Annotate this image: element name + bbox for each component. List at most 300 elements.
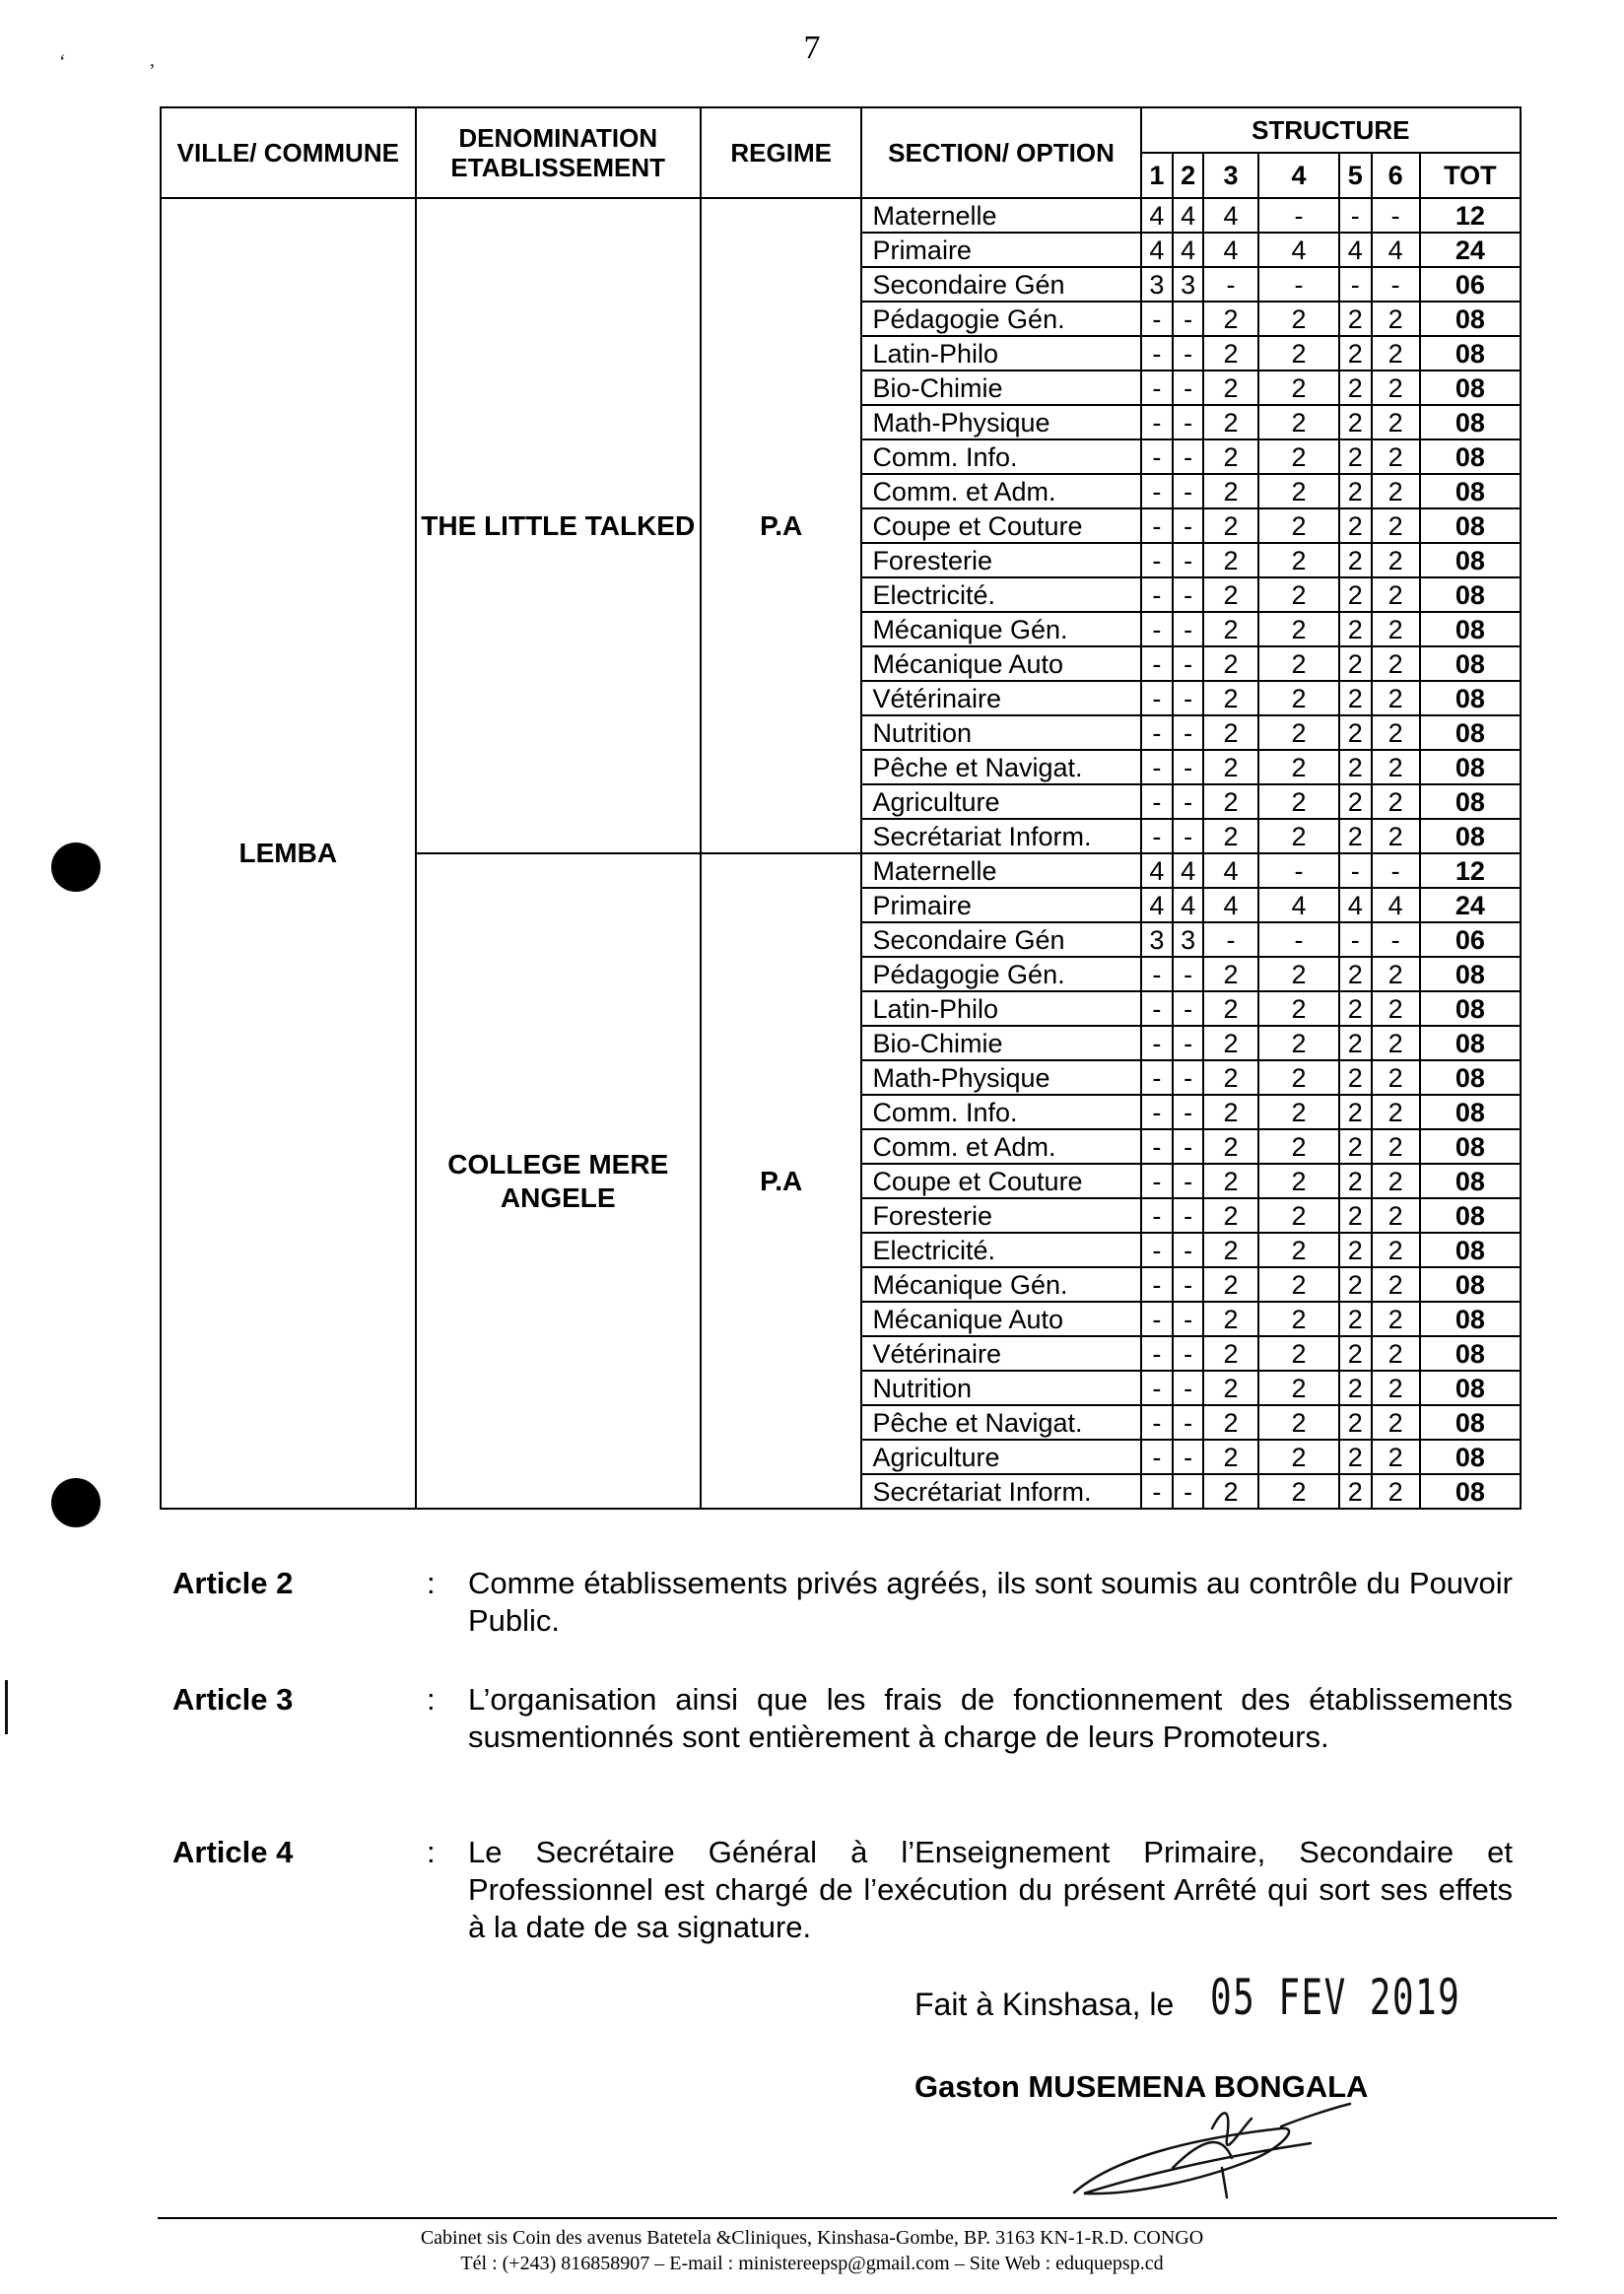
structure-cell-3: 2 <box>1203 302 1258 336</box>
structure-cell-3: 2 <box>1203 405 1258 439</box>
total-cell: 08 <box>1420 1474 1521 1509</box>
structure-cell-4: 2 <box>1258 715 1339 750</box>
structure-cell-6: 2 <box>1372 1474 1420 1509</box>
structure-cell-6: - <box>1372 853 1420 888</box>
total-cell: 08 <box>1420 1026 1521 1060</box>
total-cell: 08 <box>1420 1233 1521 1267</box>
signatory-name: Gaston MUSEMENA BONGALA <box>914 2069 1369 2104</box>
option-cell: Nutrition <box>861 1371 1140 1405</box>
structure-cell-5: 2 <box>1339 1198 1372 1233</box>
structure-cell-5: 2 <box>1339 991 1372 1026</box>
structure-cell-4: 4 <box>1258 233 1339 267</box>
structure-cell-5: 2 <box>1339 1164 1372 1198</box>
structure-cell-5: - <box>1339 198 1372 233</box>
structure-cell-3: 2 <box>1203 1129 1258 1164</box>
structure-cell-4: 2 <box>1258 1129 1339 1164</box>
structure-cell-1: - <box>1141 957 1174 991</box>
structure-cell-3: 2 <box>1203 371 1258 405</box>
punch-hole-bottom <box>51 1478 101 1527</box>
header-col-tot: TOT <box>1420 153 1521 198</box>
option-cell: Latin-Philo <box>861 336 1140 371</box>
structure-cell-6: 2 <box>1372 543 1420 577</box>
structure-cell-3: 4 <box>1203 198 1258 233</box>
option-cell: Mécanique Auto <box>861 646 1140 681</box>
option-cell: Secondaire Gén <box>861 922 1140 957</box>
structure-cell-2: - <box>1173 1233 1203 1267</box>
structure-cell-5: 2 <box>1339 1371 1372 1405</box>
structure-cell-4: 2 <box>1258 405 1339 439</box>
structure-cell-3: - <box>1203 922 1258 957</box>
total-cell: 08 <box>1420 405 1521 439</box>
structure-cell-2: - <box>1173 302 1203 336</box>
article-colon: : <box>427 1566 436 1600</box>
structure-cell-6: 2 <box>1372 1026 1420 1060</box>
structure-cell-5: 4 <box>1339 888 1372 922</box>
structure-cell-4: 2 <box>1258 991 1339 1026</box>
structure-cell-6: 2 <box>1372 612 1420 646</box>
structure-cell-4: 2 <box>1258 1060 1339 1095</box>
structure-cell-5: 2 <box>1339 784 1372 819</box>
structure-cell-2: - <box>1173 1371 1203 1405</box>
total-cell: 08 <box>1420 819 1521 853</box>
scan-mark-left: ‘ <box>59 51 66 73</box>
structure-cell-1: - <box>1141 750 1174 784</box>
structure-cell-2: - <box>1173 474 1203 508</box>
structure-cell-3: 2 <box>1203 991 1258 1026</box>
structure-cell-1: 3 <box>1141 922 1174 957</box>
structure-cell-6: 2 <box>1372 1405 1420 1440</box>
structure-cell-1: - <box>1141 1440 1174 1474</box>
structure-cell-6: 2 <box>1372 957 1420 991</box>
total-cell: 08 <box>1420 1371 1521 1405</box>
structure-cell-1: - <box>1141 1198 1174 1233</box>
regime-cell: P.A <box>701 853 862 1509</box>
structure-cell-1: - <box>1141 1095 1174 1129</box>
structure-cell-5: 2 <box>1339 371 1372 405</box>
date-stamp: 05 FEV 2019 <box>1210 1969 1461 2026</box>
total-cell: 08 <box>1420 1129 1521 1164</box>
option-cell: Agriculture <box>861 784 1140 819</box>
structure-cell-3: 2 <box>1203 681 1258 715</box>
total-cell: 08 <box>1420 1095 1521 1129</box>
footer-rule <box>158 2217 1557 2219</box>
structure-cell-2: 4 <box>1173 853 1203 888</box>
option-cell: Mécanique Gén. <box>861 1267 1140 1302</box>
option-cell: Secrétariat Inform. <box>861 819 1140 853</box>
structure-cell-3: 2 <box>1203 1440 1258 1474</box>
school-name-cell: THE LITTLE TALKED <box>416 198 701 853</box>
structure-cell-6: 2 <box>1372 508 1420 543</box>
structure-cell-5: 2 <box>1339 439 1372 474</box>
option-cell: Nutrition <box>861 715 1140 750</box>
total-cell: 08 <box>1420 543 1521 577</box>
option-cell: Electricité. <box>861 577 1140 612</box>
structure-cell-2: - <box>1173 1267 1203 1302</box>
structure-cell-6: 2 <box>1372 1198 1420 1233</box>
structure-cell-4: 2 <box>1258 439 1339 474</box>
structure-cell-1: - <box>1141 474 1174 508</box>
structure-cell-3: 2 <box>1203 957 1258 991</box>
structure-cell-6: 2 <box>1372 681 1420 715</box>
structure-cell-3: 4 <box>1203 888 1258 922</box>
structure-cell-6: 4 <box>1372 888 1420 922</box>
structure-cell-2: - <box>1173 371 1203 405</box>
structure-cell-1: - <box>1141 1233 1174 1267</box>
header-regime: REGIME <box>701 107 862 198</box>
header-col-2: 2 <box>1173 153 1203 198</box>
total-cell: 08 <box>1420 1198 1521 1233</box>
structure-cell-1: - <box>1141 1371 1174 1405</box>
structure-cell-2: 3 <box>1173 922 1203 957</box>
structure-cell-3: 2 <box>1203 1164 1258 1198</box>
structure-cell-6: 2 <box>1372 1233 1420 1267</box>
structure-cell-5: 2 <box>1339 302 1372 336</box>
structure-cell-4: 2 <box>1258 1474 1339 1509</box>
structure-cell-3: 2 <box>1203 1198 1258 1233</box>
total-cell: 08 <box>1420 715 1521 750</box>
schools-table <box>160 106 1522 1510</box>
option-cell: Agriculture <box>861 1440 1140 1474</box>
structure-cell-4: 2 <box>1258 957 1339 991</box>
option-cell: Comm. Info. <box>861 1095 1140 1129</box>
structure-cell-6: 2 <box>1372 439 1420 474</box>
option-cell: Secrétariat Inform. <box>861 1474 1140 1509</box>
total-cell: 08 <box>1420 646 1521 681</box>
structure-cell-5: 2 <box>1339 1405 1372 1440</box>
structure-cell-3: 2 <box>1203 508 1258 543</box>
structure-cell-6: 2 <box>1372 1440 1420 1474</box>
structure-cell-5: 2 <box>1339 508 1372 543</box>
structure-cell-2: - <box>1173 1129 1203 1164</box>
structure-cell-5: 2 <box>1339 957 1372 991</box>
structure-cell-3: 2 <box>1203 1371 1258 1405</box>
structure-cell-3: 2 <box>1203 474 1258 508</box>
structure-cell-1: 3 <box>1141 267 1174 302</box>
structure-cell-5: 2 <box>1339 1440 1372 1474</box>
structure-cell-4: 2 <box>1258 784 1339 819</box>
structure-cell-5: 2 <box>1339 612 1372 646</box>
structure-cell-6: 2 <box>1372 784 1420 819</box>
structure-cell-5: 2 <box>1339 646 1372 681</box>
structure-cell-4: 2 <box>1258 1440 1339 1474</box>
structure-cell-1: - <box>1141 1474 1174 1509</box>
structure-cell-4: 2 <box>1258 750 1339 784</box>
structure-cell-4: 2 <box>1258 577 1339 612</box>
option-cell: Secondaire Gén <box>861 267 1140 302</box>
structure-cell-2: - <box>1173 577 1203 612</box>
structure-cell-1: - <box>1141 1405 1174 1440</box>
total-cell: 08 <box>1420 508 1521 543</box>
structure-cell-4: 2 <box>1258 371 1339 405</box>
structure-cell-5: 2 <box>1339 336 1372 371</box>
structure-cell-5: 2 <box>1339 819 1372 853</box>
structure-cell-6: 2 <box>1372 819 1420 853</box>
structure-cell-6: 2 <box>1372 1336 1420 1371</box>
total-cell: 08 <box>1420 991 1521 1026</box>
total-cell: 08 <box>1420 1302 1521 1336</box>
structure-cell-4: - <box>1258 267 1339 302</box>
total-cell: 08 <box>1420 957 1521 991</box>
scan-mark-right: , <box>150 49 155 71</box>
structure-cell-3: 2 <box>1203 1233 1258 1267</box>
structure-cell-1: - <box>1141 1302 1174 1336</box>
option-cell: Bio-Chimie <box>861 371 1140 405</box>
structure-cell-5: - <box>1339 853 1372 888</box>
header-col-3: 3 <box>1203 153 1258 198</box>
article-text: Le Secrétaire Général à l’Enseignement Primaire, Secondaire et Professionnel est chargé de l’exécution du présent Arrêté qui sort ses effets à la date de sa signature. <box>468 1835 1513 1944</box>
footer-address: Cabinet sis Coin des avenus Batetela &Cliniques, Kinshasa-Gombe, BP. 3163 KN-1-R.D. CONGO <box>420 2227 1204 2249</box>
structure-cell-6: 2 <box>1372 1129 1420 1164</box>
structure-cell-5: 2 <box>1339 681 1372 715</box>
structure-cell-4: 2 <box>1258 543 1339 577</box>
structure-cell-4: 2 <box>1258 302 1339 336</box>
structure-cell-5: 2 <box>1339 1233 1372 1267</box>
structure-cell-6: - <box>1372 922 1420 957</box>
page-number: 7 <box>803 30 821 66</box>
total-cell: 08 <box>1420 577 1521 612</box>
option-cell: Pêche et Navigat. <box>861 1405 1140 1440</box>
structure-cell-1: - <box>1141 543 1174 577</box>
structure-cell-4: 2 <box>1258 1198 1339 1233</box>
structure-cell-1: 4 <box>1141 888 1174 922</box>
structure-cell-6: 2 <box>1372 991 1420 1026</box>
structure-cell-2: - <box>1173 784 1203 819</box>
structure-cell-5: 2 <box>1339 1336 1372 1371</box>
header-col-5: 5 <box>1339 153 1372 198</box>
article-label: Article 4 <box>172 1835 294 1869</box>
structure-cell-5: 2 <box>1339 1060 1372 1095</box>
header-structure: STRUCTURE <box>1141 107 1521 153</box>
table-header <box>161 107 1521 198</box>
structure-cell-5: 2 <box>1339 1302 1372 1336</box>
structure-cell-4: - <box>1258 922 1339 957</box>
structure-cell-1: - <box>1141 336 1174 371</box>
structure-cell-4: 2 <box>1258 1302 1339 1336</box>
structure-cell-6: - <box>1372 198 1420 233</box>
structure-cell-5: 2 <box>1339 1129 1372 1164</box>
structure-cell-6: 2 <box>1372 405 1420 439</box>
structure-cell-1: - <box>1141 784 1174 819</box>
structure-cell-1: - <box>1141 302 1174 336</box>
option-cell: Latin-Philo <box>861 991 1140 1026</box>
article-colon: : <box>427 1835 436 1869</box>
structure-cell-6: 2 <box>1372 1371 1420 1405</box>
structure-cell-1: - <box>1141 1026 1174 1060</box>
structure-cell-4: 2 <box>1258 1336 1339 1371</box>
total-cell: 08 <box>1420 474 1521 508</box>
structure-cell-3: 2 <box>1203 1095 1258 1129</box>
structure-cell-5: 2 <box>1339 1474 1372 1509</box>
structure-cell-1: - <box>1141 371 1174 405</box>
structure-cell-4: 2 <box>1258 1164 1339 1198</box>
option-cell: Bio-Chimie <box>861 1026 1140 1060</box>
structure-cell-4: 2 <box>1258 1405 1339 1440</box>
structure-cell-2: - <box>1173 1198 1203 1233</box>
structure-cell-5: 2 <box>1339 543 1372 577</box>
structure-cell-2: - <box>1173 612 1203 646</box>
option-cell: Comm. et Adm. <box>861 1129 1140 1164</box>
structure-cell-3: 2 <box>1203 1060 1258 1095</box>
total-cell: 12 <box>1420 853 1521 888</box>
structure-cell-2: - <box>1173 750 1203 784</box>
total-cell: 08 <box>1420 439 1521 474</box>
total-cell: 24 <box>1420 888 1521 922</box>
structure-cell-2: - <box>1173 508 1203 543</box>
structure-cell-2: - <box>1173 715 1203 750</box>
total-cell: 08 <box>1420 336 1521 371</box>
structure-cell-4: 2 <box>1258 508 1339 543</box>
total-cell: 24 <box>1420 233 1521 267</box>
structure-cell-6: 2 <box>1372 371 1420 405</box>
footer-contact: Tél : (+243) 816858907 – E-mail : ministereepsp@gmail.com – Site Web : eduquepsp.cd <box>460 2253 1164 2274</box>
structure-cell-2: - <box>1173 991 1203 1026</box>
option-cell: Pêche et Navigat. <box>861 750 1140 784</box>
structure-cell-3: 2 <box>1203 612 1258 646</box>
structure-cell-1: - <box>1141 991 1174 1026</box>
total-cell: 08 <box>1420 612 1521 646</box>
total-cell: 08 <box>1420 302 1521 336</box>
structure-cell-4: 2 <box>1258 612 1339 646</box>
structure-cell-4: 2 <box>1258 646 1339 681</box>
scan-edge-line <box>5 1680 8 1734</box>
structure-cell-2: - <box>1173 819 1203 853</box>
article-colon: : <box>427 1682 436 1717</box>
structure-cell-5: 2 <box>1339 577 1372 612</box>
regime-cell: P.A <box>701 198 862 853</box>
total-cell: 08 <box>1420 784 1521 819</box>
total-cell: 08 <box>1420 1267 1521 1302</box>
structure-cell-6: 2 <box>1372 715 1420 750</box>
structure-cell-4: 2 <box>1258 1026 1339 1060</box>
total-cell: 08 <box>1420 1440 1521 1474</box>
header-denomination: DENOMINATION ETABLISSEMENT <box>416 107 701 198</box>
structure-cell-2: 4 <box>1173 198 1203 233</box>
total-cell: 06 <box>1420 267 1521 302</box>
option-cell: Math-Physique <box>861 1060 1140 1095</box>
structure-cell-2: - <box>1173 681 1203 715</box>
option-cell: Comm. Info. <box>861 439 1140 474</box>
structure-cell-3: 2 <box>1203 1405 1258 1440</box>
header-col-6: 6 <box>1372 153 1420 198</box>
total-cell: 06 <box>1420 922 1521 957</box>
structure-cell-3: 4 <box>1203 853 1258 888</box>
structure-cell-3: 2 <box>1203 1336 1258 1371</box>
structure-cell-6: 2 <box>1372 336 1420 371</box>
structure-cell-1: - <box>1141 1060 1174 1095</box>
structure-cell-3: - <box>1203 267 1258 302</box>
structure-cell-4: 2 <box>1258 819 1339 853</box>
structure-cell-1: - <box>1141 646 1174 681</box>
option-cell: Maternelle <box>861 853 1140 888</box>
structure-cell-5: 4 <box>1339 233 1372 267</box>
structure-cell-2: - <box>1173 957 1203 991</box>
header-section: SECTION/ OPTION <box>861 107 1140 198</box>
structure-cell-2: - <box>1173 1302 1203 1336</box>
header-ville: VILLE/ COMMUNE <box>161 107 416 198</box>
structure-cell-2: - <box>1173 1026 1203 1060</box>
structure-cell-2: - <box>1173 1095 1203 1129</box>
structure-cell-2: - <box>1173 1474 1203 1509</box>
structure-cell-5: 2 <box>1339 474 1372 508</box>
structure-cell-3: 2 <box>1203 1267 1258 1302</box>
structure-cell-3: 2 <box>1203 1026 1258 1060</box>
structure-cell-4: 2 <box>1258 474 1339 508</box>
structure-cell-1: - <box>1141 439 1174 474</box>
structure-cell-3: 2 <box>1203 784 1258 819</box>
article-label: Article 2 <box>172 1566 294 1600</box>
structure-cell-6: 2 <box>1372 302 1420 336</box>
structure-cell-5: 2 <box>1339 1267 1372 1302</box>
total-cell: 08 <box>1420 1164 1521 1198</box>
structure-cell-6: - <box>1372 267 1420 302</box>
table-row <box>161 198 1521 233</box>
header-col-4: 4 <box>1258 153 1339 198</box>
structure-cell-2: - <box>1173 1405 1203 1440</box>
total-cell: 08 <box>1420 1336 1521 1371</box>
structure-cell-2: - <box>1173 336 1203 371</box>
structure-cell-3: 2 <box>1203 1474 1258 1509</box>
structure-cell-1: 4 <box>1141 233 1174 267</box>
structure-cell-2: - <box>1173 1336 1203 1371</box>
structure-cell-2: - <box>1173 405 1203 439</box>
structure-cell-2: - <box>1173 543 1203 577</box>
structure-cell-5: 2 <box>1339 1026 1372 1060</box>
structure-cell-6: 2 <box>1372 577 1420 612</box>
structure-cell-5: - <box>1339 922 1372 957</box>
total-cell: 08 <box>1420 371 1521 405</box>
school-name-cell: COLLEGE MERE ANGELE <box>416 853 701 1509</box>
structure-cell-6: 2 <box>1372 1267 1420 1302</box>
structure-cell-1: - <box>1141 1164 1174 1198</box>
total-cell: 12 <box>1420 198 1521 233</box>
structure-cell-3: 2 <box>1203 336 1258 371</box>
structure-cell-3: 4 <box>1203 233 1258 267</box>
structure-cell-1: - <box>1141 1129 1174 1164</box>
structure-cell-3: 2 <box>1203 1302 1258 1336</box>
option-cell: Vétérinaire <box>861 1336 1140 1371</box>
option-cell: Vétérinaire <box>861 681 1140 715</box>
structure-cell-1: - <box>1141 508 1174 543</box>
option-cell: Comm. et Adm. <box>861 474 1140 508</box>
option-cell: Mécanique Gén. <box>861 612 1140 646</box>
structure-cell-4: 2 <box>1258 1267 1339 1302</box>
option-cell: Math-Physique <box>861 405 1140 439</box>
structure-cell-4: 2 <box>1258 1371 1339 1405</box>
structure-cell-1: - <box>1141 1267 1174 1302</box>
structure-cell-6: 2 <box>1372 1060 1420 1095</box>
structure-cell-1: - <box>1141 819 1174 853</box>
option-cell: Maternelle <box>861 198 1140 233</box>
structure-cell-2: - <box>1173 439 1203 474</box>
structure-cell-3: 2 <box>1203 750 1258 784</box>
structure-cell-1: 4 <box>1141 853 1174 888</box>
article-label: Article 3 <box>172 1682 294 1717</box>
option-cell: Primaire <box>861 888 1140 922</box>
structure-cell-6: 2 <box>1372 646 1420 681</box>
structure-cell-1: - <box>1141 405 1174 439</box>
structure-cell-1: - <box>1141 681 1174 715</box>
total-cell: 08 <box>1420 1405 1521 1440</box>
structure-cell-2: - <box>1173 1060 1203 1095</box>
structure-cell-2: - <box>1173 1164 1203 1198</box>
structure-cell-2: 4 <box>1173 233 1203 267</box>
structure-cell-2: 3 <box>1173 267 1203 302</box>
structure-cell-5: 2 <box>1339 1095 1372 1129</box>
commune-cell: LEMBA <box>161 198 416 1509</box>
structure-cell-2: - <box>1173 646 1203 681</box>
structure-cell-3: 2 <box>1203 577 1258 612</box>
option-cell: Foresterie <box>861 1198 1140 1233</box>
